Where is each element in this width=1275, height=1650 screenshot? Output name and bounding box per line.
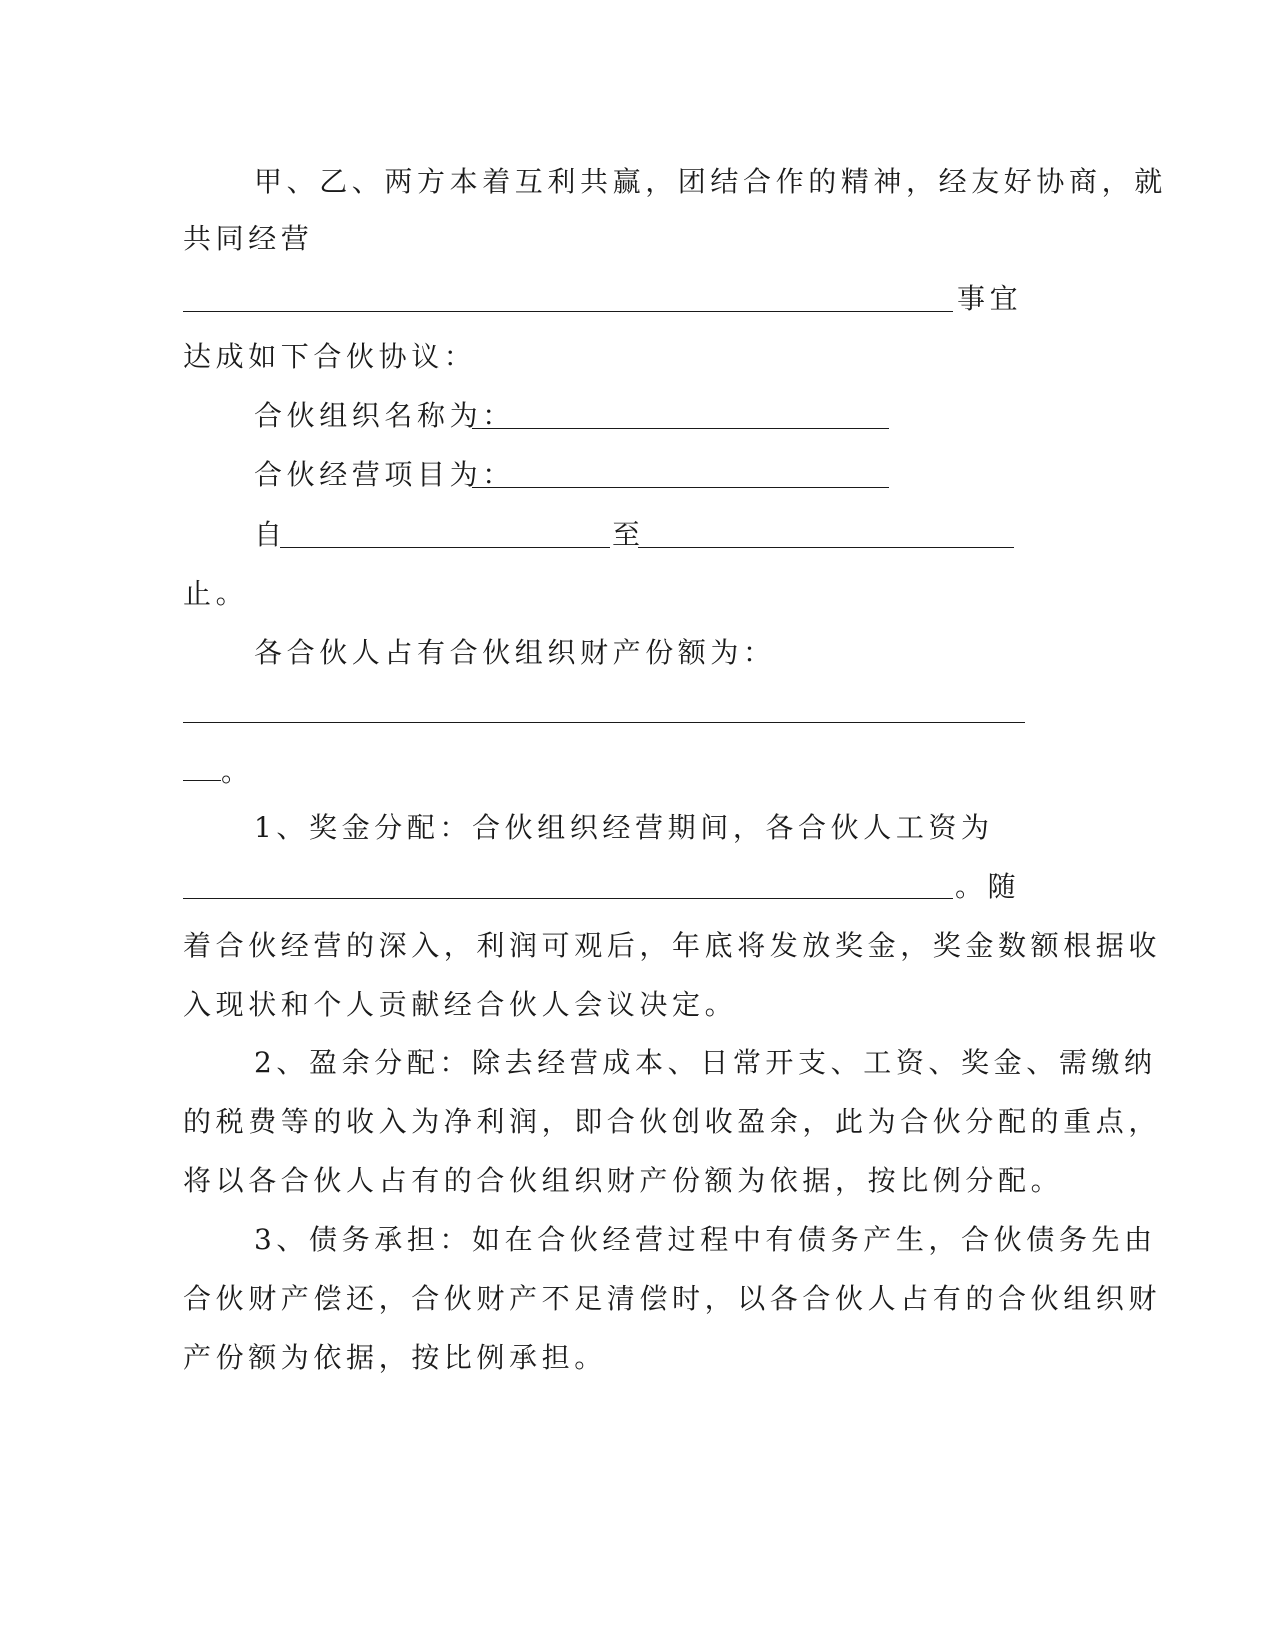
shares-label: 各合伙人占有合伙组织财产份额为： [254,636,776,669]
clause-1-line-2-suffix: 。随 [955,870,1021,903]
shares-blank[interactable] [183,722,1025,723]
intro-line-3-suffix: 事宜 [957,282,1023,315]
shares-end-mark: 。 [221,755,254,788]
clause-3-line-3: 产份额为依据，按比例承担。 [183,1341,607,1374]
clause-1-line-1: 1、奖金分配：合伙组织经营期间，各合伙人工资为 [254,811,994,844]
intro-line-1: 甲、乙、两方本着互利共赢，团结合作的精神，经友好协商，就 [254,165,1167,198]
salary-blank[interactable] [183,898,953,899]
clause-3-line-1: 3、债务承担：如在合伙经营过程中有债务产生，合伙债务先由 [254,1223,1157,1256]
clause-2-line-3: 将以各合伙人占有的合伙组织财产份额为依据，按比例分配。 [183,1164,1064,1197]
period-from-label: 自 [254,518,287,551]
project-label: 合伙经营项目为： [254,458,515,491]
intro-line-4: 达成如下合伙协议： [183,340,477,373]
clause-1-line-4: 入现状和个人贡献经合伙人会议决定。 [183,988,738,1021]
org-name-label: 合伙组织名称为： [254,399,515,432]
period-to-label: 至 [612,518,645,551]
period-end-blank[interactable] [638,547,1014,548]
org-name-blank[interactable] [472,428,889,429]
clause-2-line-1: 2、盈余分配：除去经营成本、日常开支、工资、奖金、需缴纳 [254,1046,1157,1079]
venture-blank[interactable] [183,311,953,312]
period-start-blank[interactable] [280,547,610,548]
shares-blank-continued[interactable] [183,780,221,781]
period-end-label: 止。 [183,577,249,610]
clause-1-line-3: 着合伙经营的深入，利润可观后，年底将发放奖金，奖金数额根据收 [183,929,1162,962]
intro-line-2: 共同经营 [183,222,314,255]
clause-2-line-2: 的税费等的收入为净利润，即合伙创收盈余，此为合伙分配的重点， [183,1105,1162,1138]
project-blank[interactable] [472,487,889,488]
clause-3-line-2: 合伙财产偿还，合伙财产不足清偿时，以各合伙人占有的合伙组织财 [183,1282,1162,1315]
